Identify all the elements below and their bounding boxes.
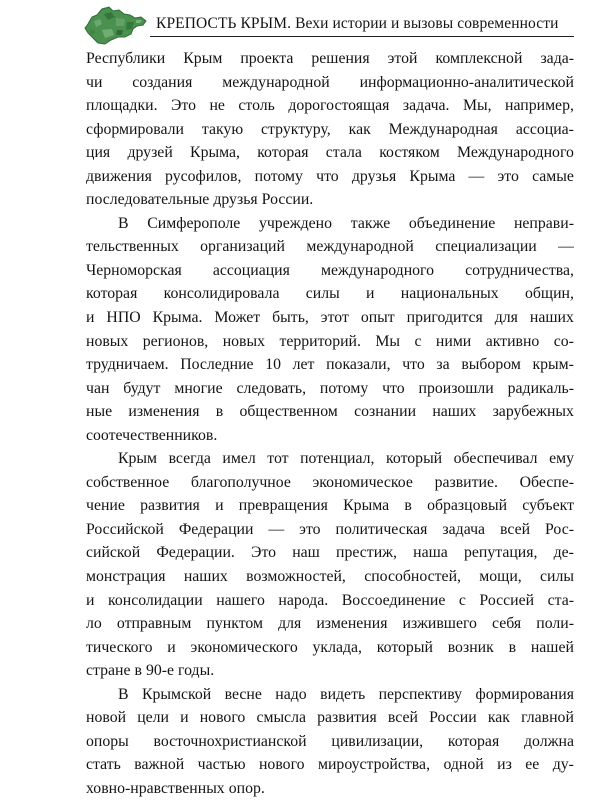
word: организаций: [200, 238, 285, 256]
word: потенциал,: [300, 450, 375, 468]
word: цивилизации,: [331, 732, 424, 750]
text-line: [86, 518, 574, 542]
text-line: [86, 683, 574, 707]
word: —: [268, 520, 285, 538]
word: национальных: [400, 285, 499, 303]
word: как: [487, 709, 510, 727]
text-line: [86, 400, 574, 424]
paragraph: [86, 212, 574, 447]
word: субъект: [522, 497, 574, 515]
word: общественном: [239, 403, 338, 421]
word: площадки.: [86, 97, 158, 115]
word: опор.: [228, 779, 265, 797]
word: Последние: [180, 356, 254, 374]
text-line: [86, 753, 574, 777]
word: весне: [224, 685, 262, 703]
word: стала: [325, 144, 362, 162]
word: потому: [319, 379, 369, 397]
word: в: [134, 662, 142, 680]
text-line: [86, 541, 574, 565]
word: превращения: [238, 497, 328, 515]
word: этой: [387, 50, 418, 67]
text-line: [86, 377, 574, 401]
word: Мы,: [462, 97, 492, 115]
word: ассоциация: [212, 261, 290, 279]
word: Крыма,: [190, 144, 240, 162]
word: ее: [525, 756, 540, 774]
word: благополучное: [190, 473, 291, 491]
word: которая: [447, 732, 500, 750]
word: годы.: [178, 662, 215, 680]
word: задача: [442, 520, 486, 538]
word: собственное: [86, 473, 170, 491]
word: комплексной: [435, 50, 523, 67]
word: лет: [292, 356, 315, 374]
word: что: [316, 167, 339, 185]
word: также: [350, 214, 391, 232]
word: Федерации: [178, 520, 254, 538]
word: следовать,: [236, 379, 307, 397]
word: поли-: [536, 615, 574, 633]
word: сотрудничества,: [465, 261, 574, 279]
word: задача.: [402, 97, 450, 115]
word: зарубежных: [492, 403, 574, 421]
word: быть,: [272, 309, 309, 327]
word: ховно-нравственных: [86, 779, 225, 797]
word: соотечественников.: [86, 426, 218, 444]
paragraph: [86, 47, 574, 212]
word: обеспечивал: [453, 450, 538, 468]
crimea-map-graphic: [82, 2, 150, 48]
text-line: [86, 471, 574, 495]
word: Федерации.: [156, 544, 235, 562]
word: Это: [170, 97, 197, 115]
word: дорогостоящая: [288, 97, 390, 115]
word: пригодится: [406, 309, 483, 327]
running-header-title: КРЕПОСТЬ КРЫМ. Вехи истории и вызовы современности: [156, 15, 559, 32]
text-line: [86, 212, 574, 236]
word: Симферополе: [147, 214, 241, 232]
word: международной: [306, 238, 414, 256]
word: опыт: [360, 309, 395, 327]
word: со-: [553, 332, 574, 350]
word: развитие.: [434, 473, 498, 491]
word: который: [376, 638, 433, 656]
word: Крыма: [409, 167, 456, 185]
word: трудничаем.: [86, 356, 169, 374]
word: это: [299, 520, 321, 538]
word: и: [366, 285, 375, 303]
word: и: [86, 591, 95, 609]
word: новых: [86, 332, 129, 350]
word: перспективу: [378, 685, 463, 703]
word: отправным: [116, 615, 192, 633]
word: с: [458, 591, 466, 609]
word: России.: [261, 191, 314, 209]
word: проекта: [240, 50, 294, 67]
word: Обеспе-: [519, 473, 574, 491]
word: Мы: [375, 332, 401, 350]
word: восточнохристианской: [153, 732, 307, 750]
word: Крым: [118, 450, 158, 468]
word: ему: [549, 450, 574, 468]
word: развития: [317, 709, 377, 727]
word: ними: [435, 332, 472, 350]
word: будут: [123, 379, 161, 397]
text-line: [86, 141, 574, 165]
word: политическая: [335, 520, 428, 538]
word: которая: [257, 144, 309, 162]
word: пунктом: [206, 615, 263, 633]
word: сознании: [354, 403, 417, 421]
word: например,: [505, 97, 574, 115]
text-line: [86, 565, 574, 589]
word: нашей: [530, 638, 574, 656]
word: наш: [292, 544, 320, 562]
word: и: [180, 709, 189, 727]
word: регионов,: [142, 332, 209, 350]
word: ду-: [552, 756, 574, 774]
text-line: [86, 282, 574, 306]
word: с: [414, 332, 422, 350]
word: изменения: [316, 615, 388, 633]
text-line: [86, 165, 574, 189]
word: Рос-: [545, 520, 574, 538]
text-line: [86, 636, 574, 660]
word: последовательные: [86, 191, 210, 209]
word: этот: [320, 309, 349, 327]
word: опоры: [86, 732, 129, 750]
word: уклада,: [312, 638, 362, 656]
word: цели: [137, 709, 169, 727]
word: —: [468, 167, 485, 185]
word: ло: [86, 615, 102, 633]
word: чан: [86, 379, 110, 397]
word: НПО: [106, 309, 141, 327]
word: Воссоединение: [341, 591, 446, 609]
word: и: [215, 497, 224, 515]
word: Черноморская: [86, 261, 182, 279]
paragraph: [86, 683, 574, 801]
word: видеть: [320, 685, 366, 703]
text-line: [86, 94, 574, 118]
word: В: [118, 214, 129, 232]
word: наших: [432, 403, 477, 421]
word: наша: [413, 544, 448, 562]
word: способностей,: [364, 568, 461, 586]
word: выбором: [461, 356, 521, 374]
word: крым-: [532, 356, 574, 374]
word: мощи,: [479, 568, 522, 586]
text-line: [86, 259, 574, 283]
word: силы: [305, 285, 340, 303]
word: В: [118, 685, 129, 703]
word: и: [86, 309, 95, 327]
word: Это: [251, 544, 277, 562]
word: нового: [199, 709, 246, 727]
word: такую: [201, 120, 244, 138]
word: что: [382, 379, 405, 397]
text-line: [86, 188, 574, 212]
word: тот: [267, 450, 289, 468]
text-line: [86, 659, 574, 683]
word: 10: [265, 356, 281, 374]
word: учреждено: [258, 214, 333, 232]
word: которая: [86, 285, 138, 303]
word: зада-: [540, 50, 574, 67]
word: решения: [311, 50, 370, 67]
text-line: [86, 589, 574, 613]
word: объединение: [408, 214, 496, 232]
word: костяком: [379, 144, 440, 162]
word: ные: [86, 403, 113, 421]
word: в: [508, 638, 517, 656]
text-line: [86, 47, 574, 71]
word: экономическое: [312, 473, 413, 491]
word: нашего: [216, 591, 265, 609]
word: одной: [443, 756, 484, 774]
text-line: [86, 353, 574, 377]
word: чи: [86, 73, 103, 91]
word: который: [386, 450, 443, 468]
word: тельственных: [86, 238, 179, 256]
word: многие: [174, 379, 223, 397]
word: друзей: [127, 144, 173, 162]
word: надо: [275, 685, 307, 703]
word: создания: [132, 73, 193, 91]
word: консолидации: [108, 591, 203, 609]
word: наших: [183, 568, 228, 586]
word: в: [404, 497, 412, 515]
word: чение: [86, 497, 125, 515]
word: в: [215, 403, 224, 421]
word: Крым: [183, 50, 223, 67]
word: радикаль-: [507, 379, 574, 397]
word: Международного: [457, 144, 574, 162]
word: потому: [254, 167, 303, 185]
text-line: [86, 235, 574, 259]
word: имел: [222, 450, 256, 468]
word: народа.: [278, 591, 329, 609]
word: международной: [222, 73, 330, 91]
word: друзья: [351, 167, 397, 185]
word: возможностей,: [246, 568, 346, 586]
word: —: [558, 238, 574, 256]
word: России: [429, 709, 477, 727]
word: для: [278, 615, 302, 633]
word: наших: [529, 309, 574, 327]
word: де-: [553, 544, 574, 562]
text-line: [86, 424, 574, 448]
word: всей: [387, 709, 418, 727]
text-line: [86, 706, 574, 730]
word: образцовый: [427, 497, 508, 515]
word: что: [402, 356, 425, 374]
word: новых: [222, 332, 266, 350]
word: движения: [86, 167, 152, 185]
word: активно: [485, 332, 540, 350]
word: информационно-аналитической: [359, 73, 574, 91]
text-line: [86, 330, 574, 354]
word: ция: [86, 144, 111, 162]
paragraph: [86, 447, 574, 682]
word: всей: [500, 520, 531, 538]
word: монстрация: [86, 568, 166, 586]
word: специализации: [435, 238, 537, 256]
body-text: [86, 47, 574, 801]
word: Россией: [479, 591, 535, 609]
word: стране: [86, 662, 131, 680]
word: показали,: [326, 356, 391, 374]
word: нового: [258, 756, 305, 774]
word: столь: [238, 97, 275, 115]
word: территорий.: [279, 332, 361, 350]
word: репутация,: [463, 544, 538, 562]
word: неправи-: [513, 214, 574, 232]
word: новой: [86, 709, 127, 727]
word: для: [494, 309, 518, 327]
word: ста-: [547, 591, 574, 609]
word: русофилов,: [165, 167, 242, 185]
word: изменения: [128, 403, 200, 421]
word: изжившего: [402, 615, 477, 633]
word: и: [167, 638, 176, 656]
word: себя: [492, 615, 522, 633]
word: экономического: [190, 638, 298, 656]
word: развития: [140, 497, 200, 515]
word: возник: [447, 638, 494, 656]
word: не: [209, 97, 225, 115]
word: главной: [521, 709, 574, 727]
crimea-map-icon: [82, 2, 150, 48]
word: мироустройства,: [317, 756, 431, 774]
word: Крыма.: [152, 309, 203, 327]
word: самые: [532, 167, 574, 185]
word: произошли: [418, 379, 494, 397]
word: сформировали: [86, 120, 184, 138]
word: сийской: [86, 544, 141, 562]
word: Крыма: [343, 497, 390, 515]
word: Республики: [86, 50, 166, 67]
word: друзья: [213, 191, 258, 209]
word: структуру,: [261, 120, 331, 138]
text-line: [86, 71, 574, 95]
text-line: [86, 306, 574, 330]
word: тического: [86, 638, 153, 656]
header-divider: [150, 36, 574, 37]
word: Может: [214, 309, 261, 327]
word: всегда: [168, 450, 211, 468]
text-line: [86, 777, 574, 801]
text-line: [86, 494, 574, 518]
word: консолидировала: [163, 285, 280, 303]
word: Российской: [86, 520, 164, 538]
word: 90-е: [145, 662, 175, 680]
text-line: [86, 118, 574, 142]
word: частью: [197, 756, 246, 774]
word: Крымской: [141, 685, 212, 703]
text-line: [86, 612, 574, 636]
word: формирования: [475, 685, 574, 703]
word: общин,: [524, 285, 574, 303]
word: Международная: [388, 120, 498, 138]
word: за: [436, 356, 450, 374]
word: международного: [321, 261, 435, 279]
word: важной: [134, 756, 185, 774]
text-line: [86, 447, 574, 471]
word: ассоциа-: [515, 120, 574, 138]
word: смысла: [256, 709, 306, 727]
word: силы: [540, 568, 574, 586]
word: престиж,: [336, 544, 398, 562]
word: из: [497, 756, 512, 774]
word: должна: [523, 732, 574, 750]
word: как: [348, 120, 371, 138]
word: это: [497, 167, 519, 185]
word: стать: [86, 756, 121, 774]
